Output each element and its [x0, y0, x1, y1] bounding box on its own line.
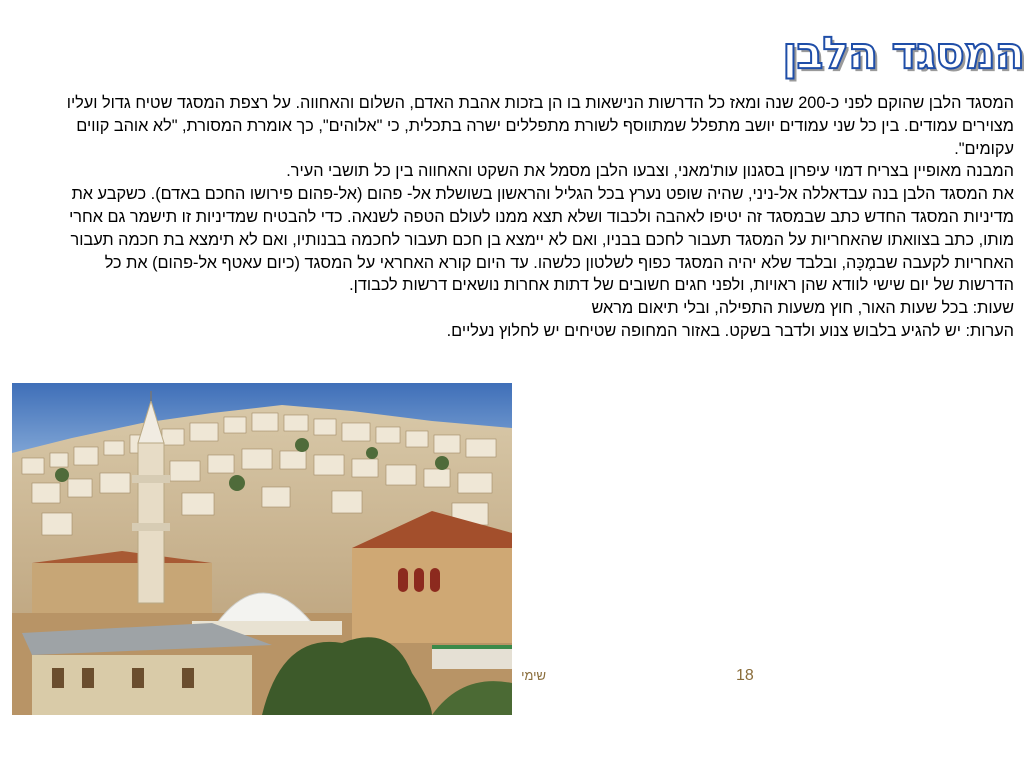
paragraph-notes: הערות: יש להגיע בלבוש צנוע ולדבר בשקט. באזור המחופה שטיחים יש לחלוץ נעליים. — [446, 321, 1014, 340]
page-number: 18 — [736, 667, 754, 684]
body-text — [52, 92, 1014, 343]
paragraph-description: המסגד הלבן שהוקם לפני כ-200 שנה ומאז כל הדרשות הנישאות בו הן בזכות אהבת האדם, השלום והאחווה. על רצפת המסגד שטיח גדול ועליו מצוירים עמודים. בין כל שני עמודים יושב מתפלל שמתווסף לשורת מתפללים ישרה בתכלית, כי "אלוהים", כך אומרת המסורת, "לא אוהב קווים עקומים". — [66, 94, 1014, 158]
paragraph-architecture: המבנה מאופיין בצריח דמוי עיפרון בסגנון עות'מאני, וצבעו הלבן מסמל את השקט והאחווה בין כל תושבי העיר. — [286, 162, 1014, 181]
slide-title: המסגד הלבן — [782, 28, 1024, 79]
paragraph-history: את המסגד הלבן בנה עבדאללה אל-ניני, שהיה שופט נערץ בכל הגליל והראשון בשושלת אל- פהום (אל-פהום פירושו החכם באדם). כשקבע את מדיניות המסגד החדש כתב שבמסגד זה יטיפו לאהבה ולכבוד ושלא תצא ממנו לעולם הטפה לשנאה. כדי להבטיח שמדיניות זו תישמר גם אחרי מותו, כתב בצוואתו שהאחריות על המסגד תעבור לחכם בבניו, ואם לא יימצא בן חכם תעבור לחכמה בבנותיו, ואם לא תימצא בת חכמה תעבור האחריות לקעבה שבמֶכָּה, ובלבד שלא יהיה המסגד כפוף לשלטון כלשהו. עד היום קורא האחראי על המסגד (כיום עאטף אל-פהום) את כל הדרשות של יום שישי לוודא שהן ראויות, ולפני חגים חשובים של דתות אחרות נושאים דרשות לכבודן. — [69, 185, 1014, 295]
paragraph-hours: שעות: בכל שעות האור, חוץ משעות התפילה, ובלי תיאום מראש — [591, 299, 1014, 318]
footer-text: שימי — [521, 668, 546, 683]
mosque-photo — [12, 383, 512, 715]
